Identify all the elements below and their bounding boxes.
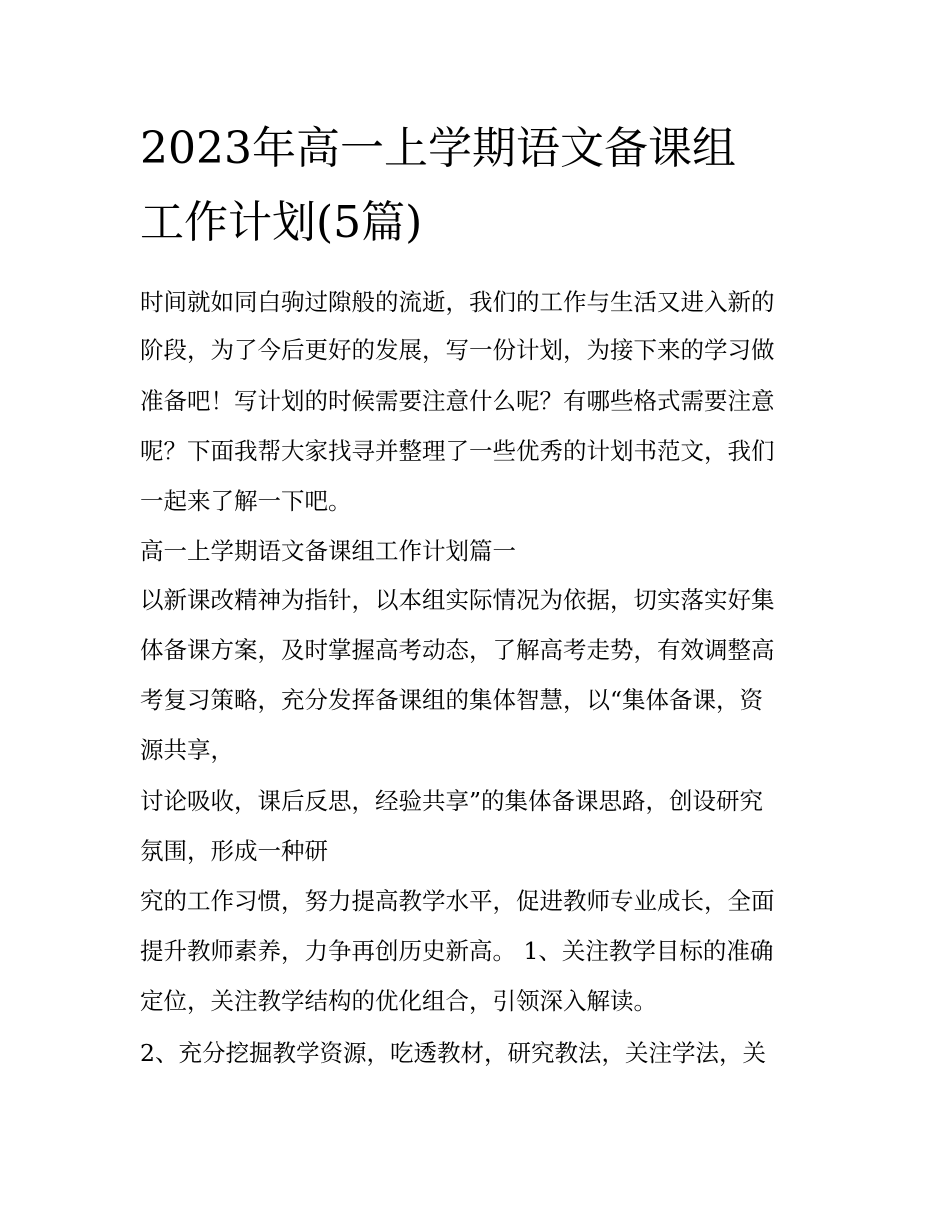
body-line-10: 2、充分挖掘教学资源，吃透教材，研究教法，关注学法，关 <box>140 1039 766 1067</box>
title-line-2: 工作计划(5篇) <box>140 197 423 248</box>
section-heading: 高一上学期语文备课组工作计划篇一 <box>140 537 516 565</box>
body-line-2: 体备课方案，及时掌握高考动态，了解高考走势，有效调整高 <box>140 636 775 664</box>
body-line-6: 氛围，形成一种研 <box>140 837 328 865</box>
title-line-1: 2023年高一上学期语文备课组 <box>140 123 736 174</box>
intro-line-5: 一起来了解一下吧。 <box>140 487 352 515</box>
body-line-3: 考复习策略，充分发挥备课组的集体智慧，以“集体备课，资 <box>140 686 764 714</box>
body-line-8: 提升教师素养，力争再创历史新高。 1、关注教学目标的准确 <box>140 937 774 965</box>
document-title <box>140 112 820 260</box>
intro-line-2: 阶段，为了今后更好的发展，写一份计划，为接下来的学习做 <box>140 336 775 364</box>
body-line-5: 讨论吸收，课后反思，经验共享”的集体备课思路，创设研究 <box>140 787 764 815</box>
body-line-4: 源共享， <box>140 736 234 764</box>
body-line-1: 以新课改精神为指针，以本组实际情况为依据，切实落实好集 <box>140 586 775 614</box>
body-line-7: 究的工作习惯，努力提高教学水平，促进教师专业成长，全面 <box>140 887 775 915</box>
intro-line-3: 准备吧！写计划的时候需要注意什么呢？有哪些格式需要注意 <box>140 387 775 415</box>
intro-line-1: 时间就如同白驹过隙般的流逝，我们的工作与生活又进入新的 <box>140 288 775 316</box>
intro-line-4: 呢？下面我帮大家找寻并整理了一些优秀的计划书范文，我们 <box>140 437 775 465</box>
body-line-9: 定位，关注教学结构的优化组合，引领深入解读。 <box>140 987 657 1015</box>
